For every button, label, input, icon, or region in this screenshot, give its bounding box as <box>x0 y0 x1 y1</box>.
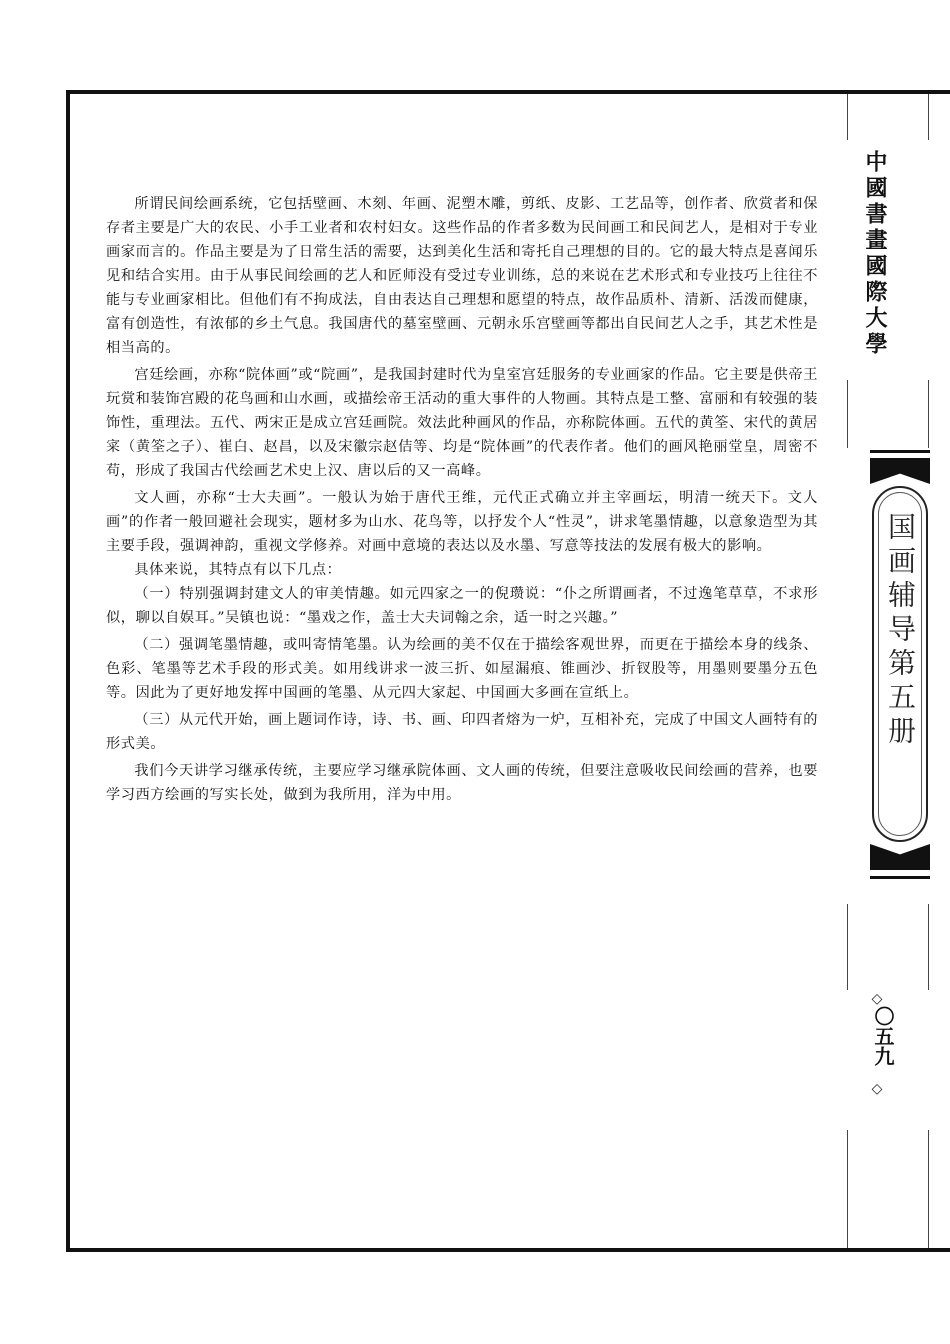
spine-publisher-title: 中國書畫國際大學 <box>862 150 887 358</box>
paragraph-features-intro: 具体来说，其特点有以下几点： <box>134 562 342 578</box>
paragraph-literati-painting: 文人画，亦称“士大夫画”。一般认为始于唐代王维，元代正式确立并主宰画坛，明清一统天下。文人画”的作者一般回避社会现实，题材多为山水、花鸟等，以抒发个人“性灵”，讲求笔墨情趣，以意象造型为其主要手段，强调神韵，重视文学修养。对画中意境的表达以及水墨、写意等技法的发展有极大的影响。 <box>106 490 818 554</box>
frame-left-border <box>66 90 70 1252</box>
paragraph-feature-two: （二）强调笔墨情趣，或叫寄情笔墨。认为绘画的美不仅在于描绘客观世界，而更在于描绘本身的线条、色彩、笔墨等艺术手段的形式美。如用线讲求一波三折、如屋漏痕、锥画沙、折钗股等，用墨则要墨分五色等。因此为了更好地发挥中国画的笔墨、从元四大家起、中国画大多画在宣纸上。 <box>106 637 818 701</box>
band-bottom-thin <box>870 876 930 879</box>
body-text <box>106 192 818 807</box>
band-top-thin <box>870 450 930 453</box>
frame-bottom-border <box>66 1248 950 1252</box>
paragraph-feature-one: （一）特别强调封建文人的审美情趣。如元四家之一的倪瓒说：“仆之所谓画者，不过逸笔草草，不求形似，聊以自娱耳。”吴镇也说：“墨戏之作，盖士大夫词翰之余，适一时之兴趣。” <box>106 586 818 626</box>
diamond-bottom-icon: ◇ <box>871 1081 883 1097</box>
diamond-top-icon: ◇ <box>871 991 883 1007</box>
page-number: 〇五九 <box>871 1006 895 1066</box>
paragraph-feature-three: （三）从元代开始，画上题词作诗，诗、书、画、印四者熔为一炉，互相补充，完成了中国文人画特有的形式美。 <box>106 712 818 752</box>
book-title: 国画辅导第五册 <box>884 512 917 750</box>
paragraph-folk-painting: 所谓民间绘画系统，它包括壁画、木刻、年画、泥塑木雕，剪纸、皮影、工艺品等，创作者、欣赏者和保存者主要是广大的农民、小手工业者和农村妇女。这些作品的作者多数为民间画工和民间艺人，是相对于专业画家而言的。作品主要是为了日常生活的需要，达到美化生活和寄托自己理想的目的。它的最大特点是喜闻乐见和结合实用。由于从事民间绘画的艺人和匠师没有受过专业训练，总的来说在艺术形式和专业技巧上往往不能与专业画家相比。但他们有不拘成法，自由表达自己理想和愿望的特点，故作品质朴、清新、活泼而健康，富有创造性，有浓郁的乡土气息。我国唐代的墓室壁画、元朝永乐宫壁画等都出自民间艺人之手，其艺术性是相当高的。 <box>106 196 818 356</box>
paragraph-court-painting: 宫廷绘画，亦称“院体画”或“院画”，是我国封建时代为皇室宫廷服务的专业画家的作品。它主要是供帝王玩赏和装饰宫殿的花鸟画和山水画，或描绘帝王活动的重大事件的人物画。其特点是工整、富丽和有较强的装饰性，重理法。五代、两宋正是成立宫廷画院。效法此种画风的作品，亦称院体画。五代的黄筌、宋代的黄居寀（黄筌之子）、崔白、赵昌，以及宋徽宗赵佶等、均是“院体画”的代表作者。他们的画风艳丽堂皇，周密不苟，形成了我国古代绘画艺术史上汉、唐以后的又一高峰。 <box>106 367 818 479</box>
paragraph-conclusion: 我们今天讲学习继承传统，主要应学习继承院体画、文人画的传统，但要注意吸收民间绘画的营养，也要学习西方绘画的写实长处，做到为我所用，洋为中用。 <box>106 763 818 803</box>
frame-top-border <box>66 90 950 94</box>
